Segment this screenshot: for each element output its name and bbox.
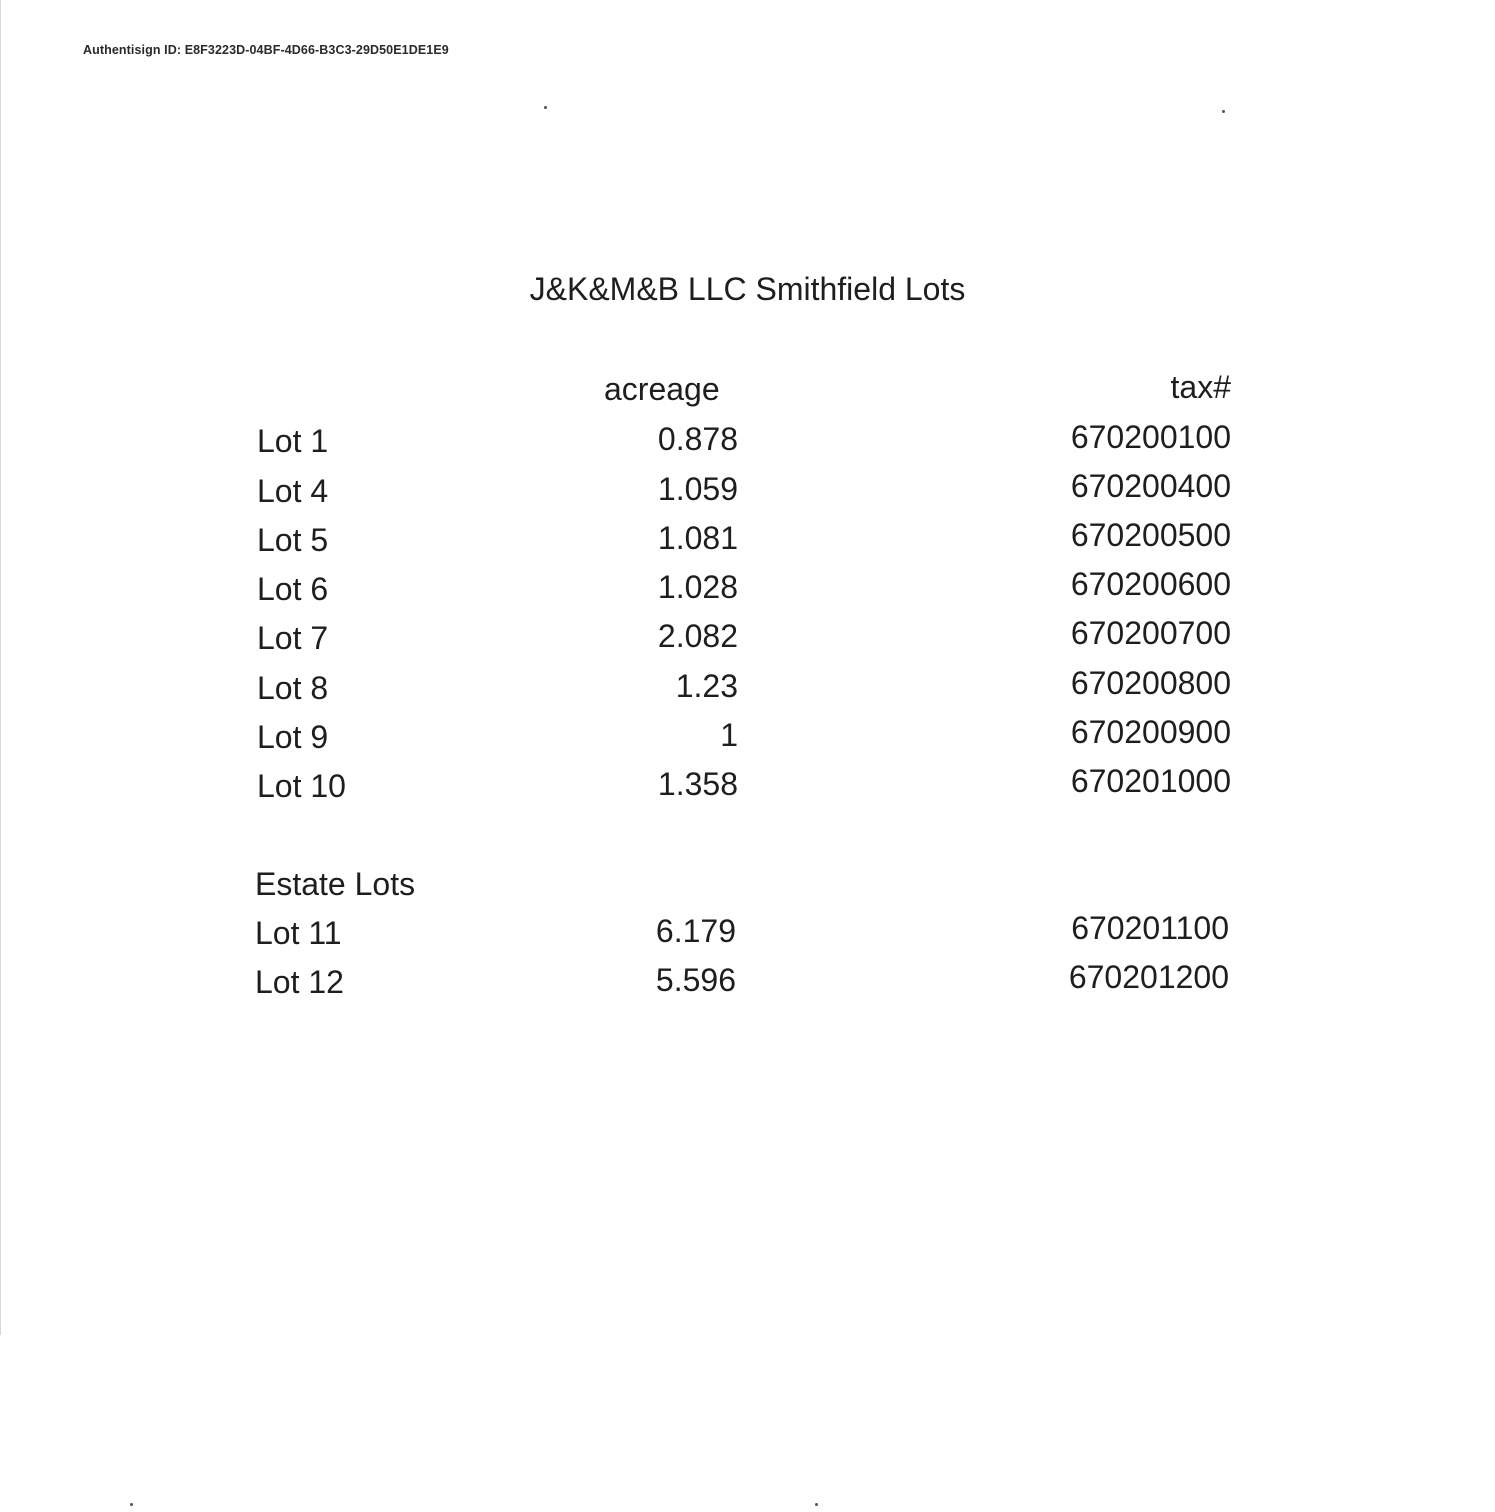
estate-lot-acreage: 5.596 [655, 962, 736, 998]
lot-name: Lot 4 [257, 473, 329, 509]
lot-tax-number: 670200900 [1070, 714, 1231, 750]
lot-name: Lot 9 [257, 719, 329, 755]
lot-acreage: 1.23 [675, 668, 738, 704]
scan-speck [815, 1503, 818, 1506]
scan-edge-line [0, 0, 1, 1335]
document-title: J&K&M&B LLC Smithfield Lots [529, 271, 966, 307]
lot-name: Lot 8 [257, 670, 329, 706]
lot-name: Lot 7 [257, 620, 329, 656]
lot-name: Lot 10 [257, 768, 346, 804]
acreage-column-header: acreage [604, 371, 720, 407]
estate-lot-tax-number: 670201200 [1068, 959, 1229, 995]
scan-speck [1222, 110, 1225, 113]
lot-acreage: 1.081 [657, 520, 738, 556]
estate-lot-name: Lot 11 [255, 915, 342, 951]
lot-acreage: 1 [720, 717, 738, 753]
lot-tax-number: 670200800 [1070, 665, 1231, 701]
lot-name: Lot 6 [257, 571, 329, 607]
estate-lot-name: Lot 12 [255, 964, 344, 1000]
estate-lot-tax-number: 670201100 [1071, 910, 1229, 946]
lot-tax-number: 670200400 [1070, 468, 1231, 504]
estate-lot-acreage: 6.179 [655, 913, 736, 949]
estate-lots-heading: Estate Lots [255, 866, 416, 902]
lot-tax-number: 670200500 [1070, 517, 1231, 553]
lot-acreage: 1.028 [657, 569, 738, 605]
scan-speck [130, 1503, 133, 1506]
lot-acreage: 2.082 [657, 618, 738, 654]
lot-acreage: 1.059 [657, 471, 738, 507]
authentisign-id: Authentisign ID: E8F3223D-04BF-4D66-B3C3-29D50E1DE1E9 [83, 43, 449, 57]
lot-acreage: 0.878 [657, 421, 738, 457]
tax-column-header: tax# [1170, 369, 1231, 405]
lot-name: Lot 5 [257, 522, 329, 558]
lot-tax-number: 670200700 [1070, 615, 1231, 651]
lot-acreage: 1.358 [657, 766, 738, 802]
lot-tax-number: 670200100 [1070, 419, 1231, 455]
lot-tax-number: 670200600 [1070, 566, 1231, 602]
scan-speck [544, 106, 547, 109]
lot-tax-number: 670201000 [1070, 763, 1231, 799]
lot-name: Lot 1 [257, 423, 329, 459]
